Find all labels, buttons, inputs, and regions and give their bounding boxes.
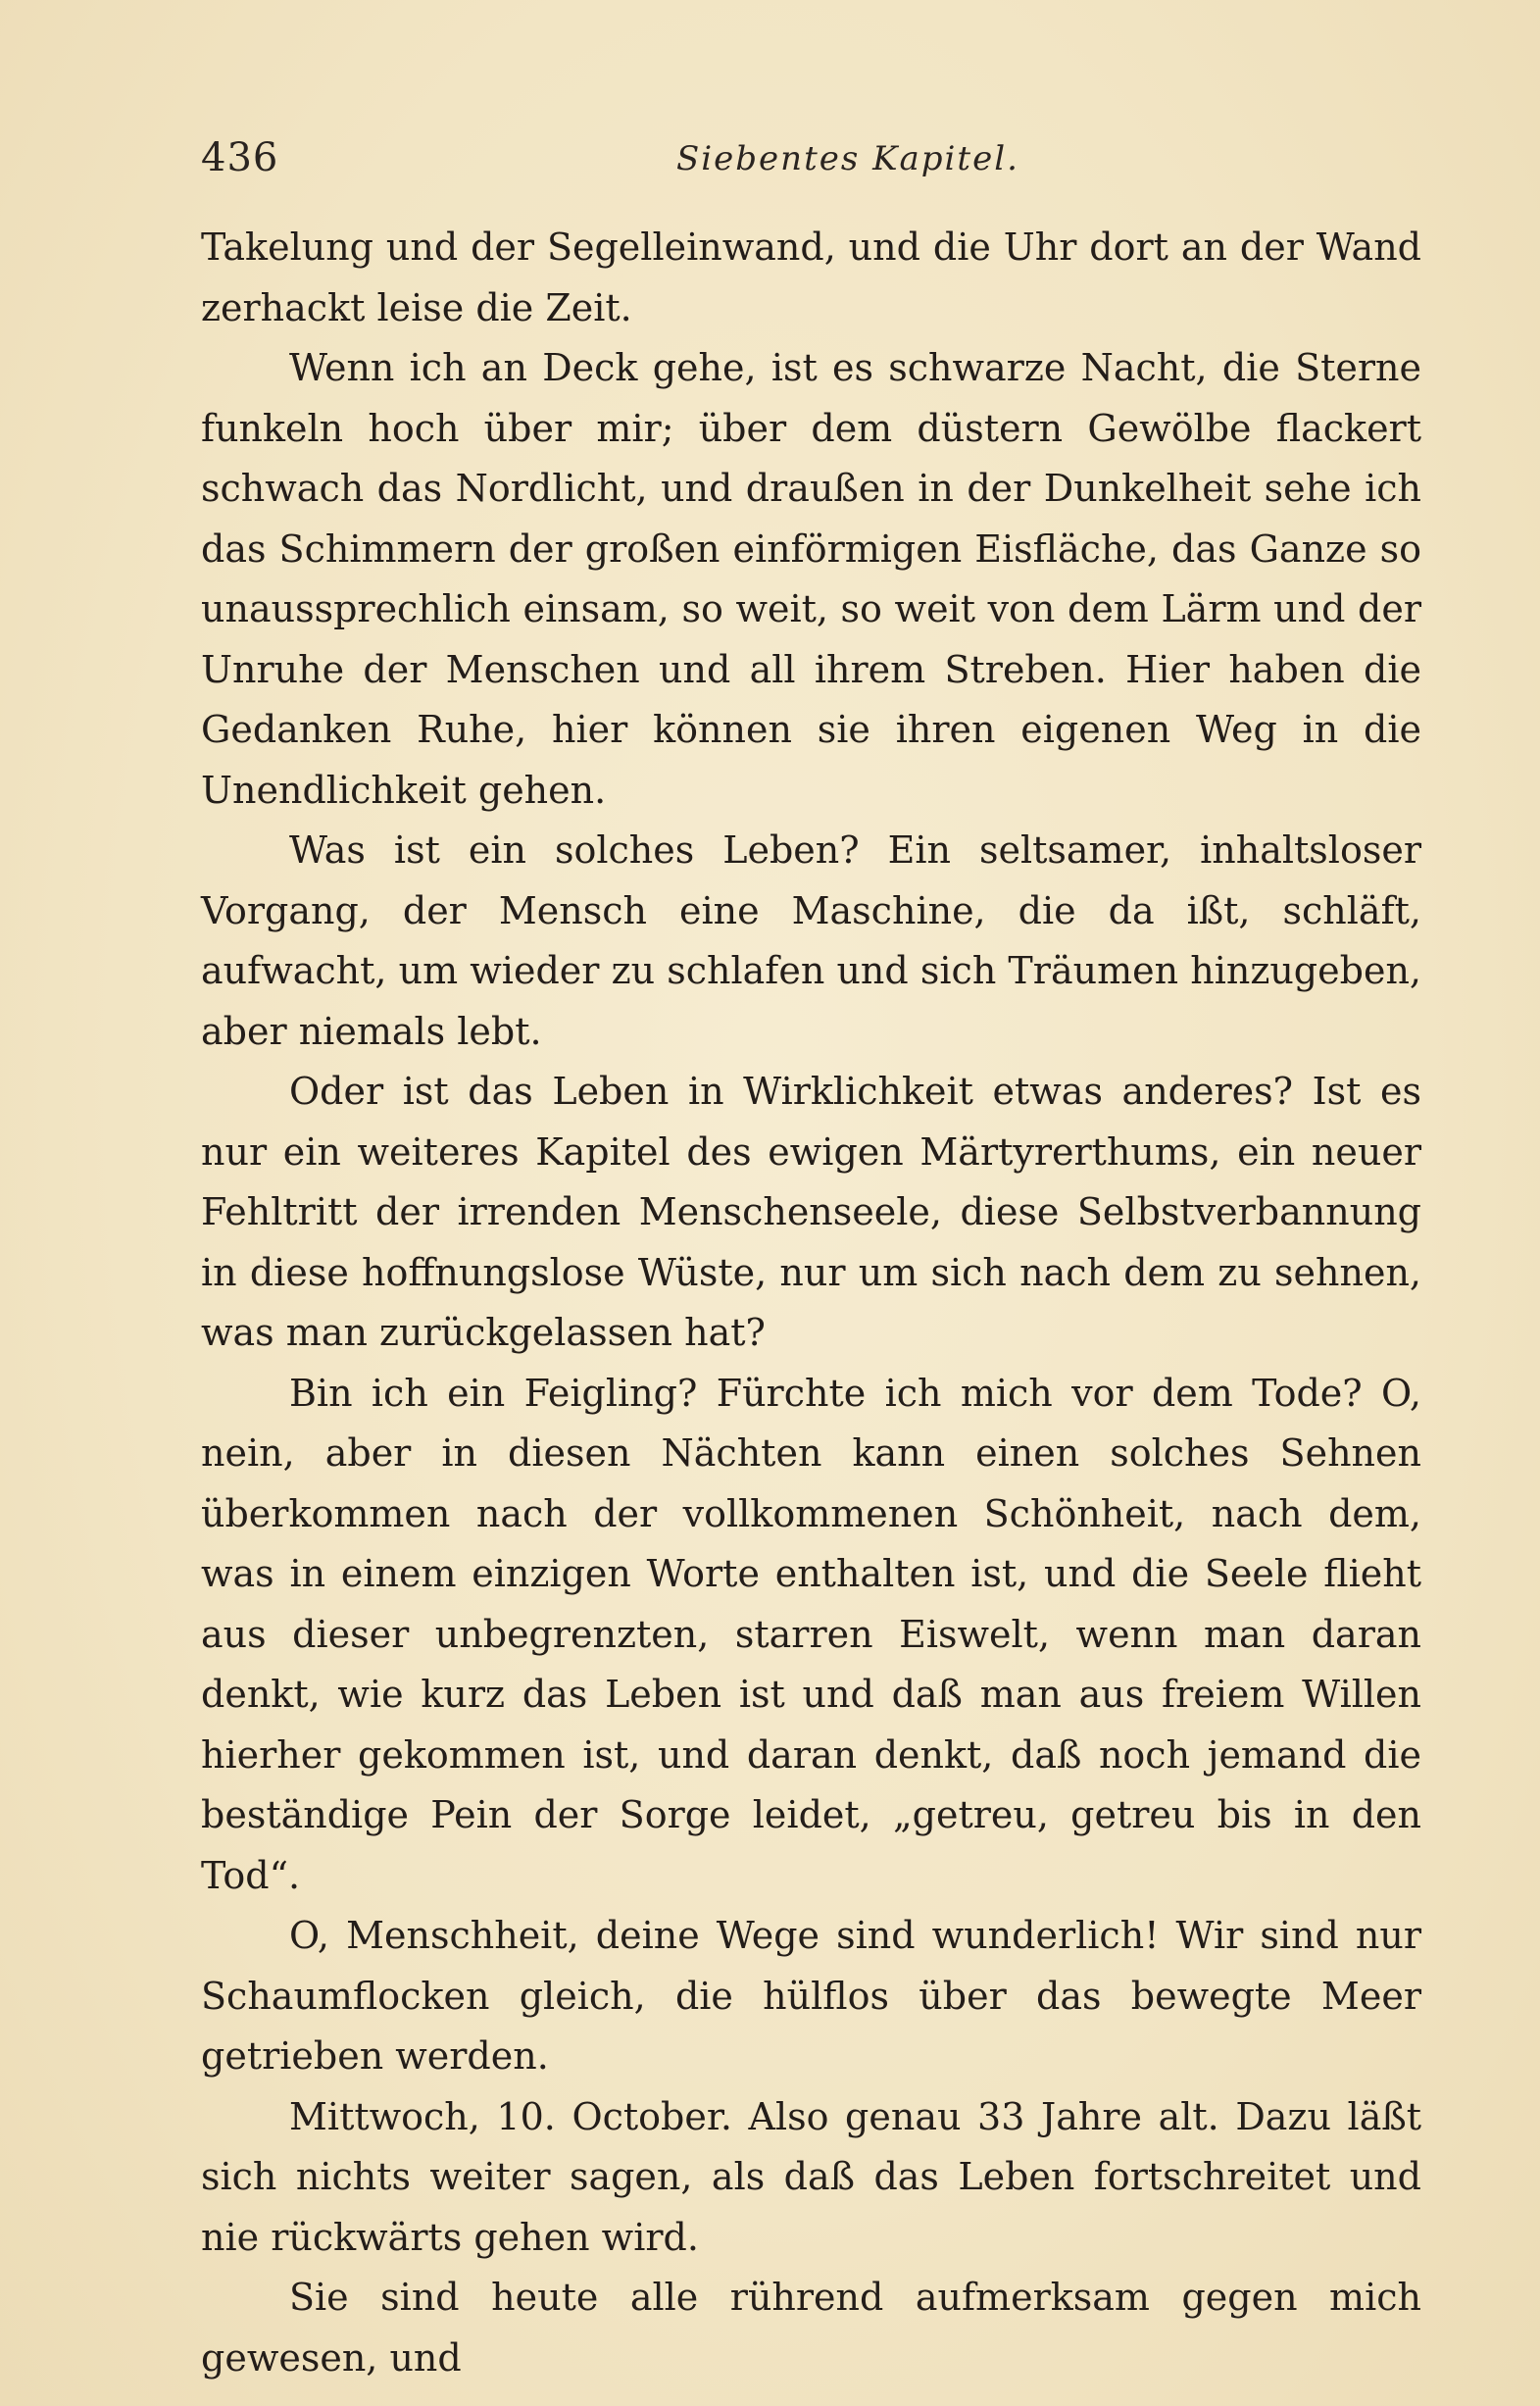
paragraph: O, Menschheit, deine Wege sind wunderlich! Wir sind nur Schaumflocken gleich, die hülflos über das bewegte Meer getrieben werden. xyxy=(201,1914,1421,2078)
page-number: 436 xyxy=(201,135,279,180)
body-text xyxy=(201,218,1421,2388)
paragraph: Sie sind heute alle rührend aufmerksam gegen mich gewesen, und xyxy=(201,2276,1421,2380)
paragraph: Was ist ein solches Leben? Ein seltsamer, inhaltsloser Vorgang, der Mensch eine Maschine, die da ißt, schläft, aufwacht, um wieder zu schlafen und sich Träumen hinzugeben, aber niemals lebt. xyxy=(201,828,1421,1053)
running-head: Siebentes Kapitel. xyxy=(676,139,1019,178)
paragraph-continuation: Takelung und der Segelleinwand, und die Uhr dort an der Wand zerhackt leise die Zeit. xyxy=(201,226,1421,329)
page-header xyxy=(201,135,1421,194)
paragraph-diary-entry: Mittwoch, 10. October. Also genau 33 Jahre alt. Dazu läßt sich nichts weiter sagen, als daß das Leben fortschreitet und nie rückwärts gehen wird. xyxy=(201,2094,1421,2259)
paragraph: Bin ich ein Feigling? Fürchte ich mich vor dem Tode? O, nein, aber in diesen Nächten kann einen solches Sehnen überkommen nach der vollkommenen Schönheit, nach dem, was in einem einzigen Worte enthalten ist, und die Seele flieht aus dieser unbegrenzten, starren Eiswelt, wenn man daran denkt, wie kurz das Leben ist und daß man aus freiem Willen hierher gekommen ist, und daran denkt, daß noch jemand die beständige Pein der Sorge leidet, „getreu, getreu bis in den Tod“. xyxy=(201,1371,1421,1897)
paragraph: Wenn ich an Deck gehe, ist es schwarze Nacht, die Sterne funkeln hoch über mir; über dem düstern Gewölbe flackert schwach das Nordlicht, und draußen in der Dunkelheit sehe ich das Schimmern der großen einförmigen Eisfläche, das Ganze so unaussprechlich einsam, so weit, so weit von dem Lärm und der Unruhe der Menschen und all ihrem Streben. Hier haben die Gedanken Ruhe, hier können sie ihren eigenen Weg in die Unendlichkeit gehen. xyxy=(201,346,1421,812)
paragraph: Oder ist das Leben in Wirklichkeit etwas anderes? Ist es nur ein weiteres Kapitel des ewigen Märtyrerthums, ein neuer Fehltritt der irrenden Menschenseele, diese Selbstverbannung in diese hoffnungslose Wüste, nur um sich nach dem zu sehnen, was man zurückgelassen hat? xyxy=(201,1070,1421,1354)
